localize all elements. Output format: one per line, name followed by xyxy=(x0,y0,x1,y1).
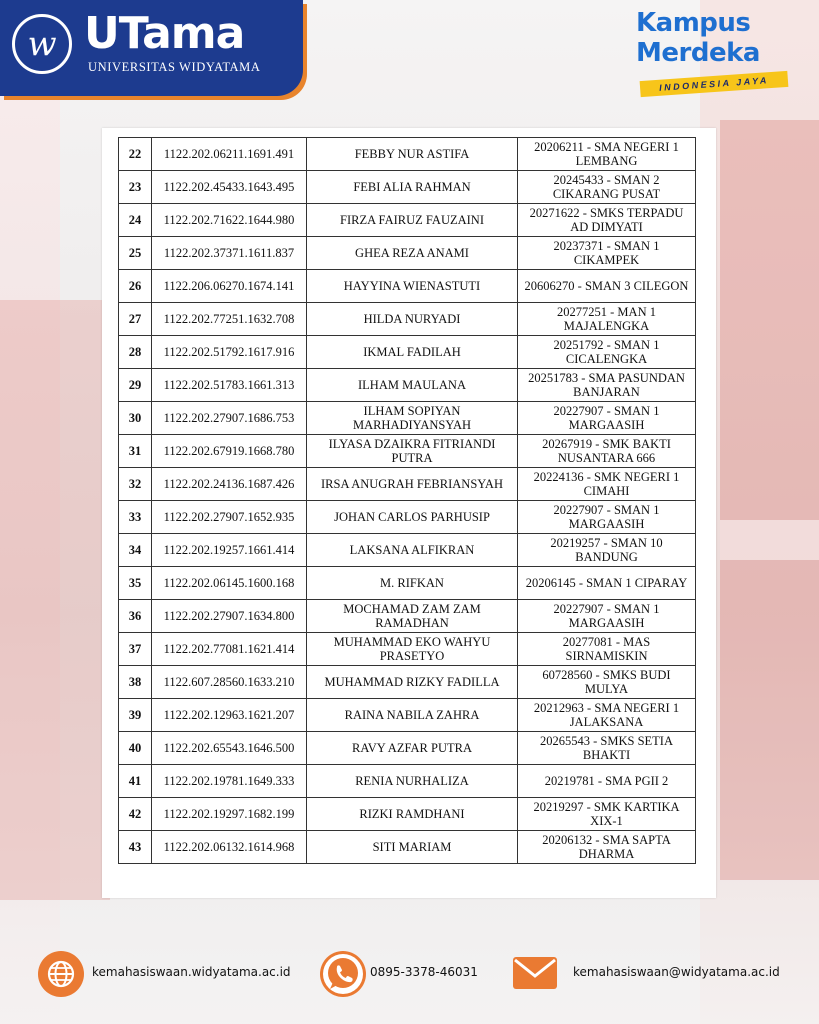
student-name: FEBBY NUR ASTIFA xyxy=(307,138,518,171)
student-id: 1122.202.19257.1661.414 xyxy=(152,534,307,567)
table-row xyxy=(119,831,696,864)
table-row xyxy=(119,699,696,732)
student-id: 1122.202.24136.1687.426 xyxy=(152,468,307,501)
school-name: 20227907 - SMAN 1 MARGAASIH xyxy=(518,501,696,534)
table-row xyxy=(119,435,696,468)
student-name: FEBI ALIA RAHMAN xyxy=(307,171,518,204)
row-number: 38 xyxy=(119,666,152,699)
table-row xyxy=(119,303,696,336)
student-id: 1122.202.45433.1643.495 xyxy=(152,171,307,204)
row-number: 23 xyxy=(119,171,152,204)
student-id: 1122.202.27907.1686.753 xyxy=(152,402,307,435)
student-id: 1122.202.51792.1617.916 xyxy=(152,336,307,369)
school-name: 20219781 - SMA PGII 2 xyxy=(518,765,696,798)
school-name: 20206132 - SMA SAPTA DHARMA xyxy=(518,831,696,864)
student-name: IRSA ANUGRAH FEBRIANSYAH xyxy=(307,468,518,501)
student-id: 1122.202.06145.1600.168 xyxy=(152,567,307,600)
table-row xyxy=(119,468,696,501)
widyatama-emblem-icon: w xyxy=(12,14,72,74)
table-row xyxy=(119,138,696,171)
row-number: 27 xyxy=(119,303,152,336)
row-number: 35 xyxy=(119,567,152,600)
table-row xyxy=(119,270,696,303)
student-id: 1122.202.19297.1682.199 xyxy=(152,798,307,831)
background-wall xyxy=(0,300,110,900)
row-number: 28 xyxy=(119,336,152,369)
student-name: FIRZA FAIRUZ FAUZAINI xyxy=(307,204,518,237)
student-name: MUHAMMAD RIZKY FADILLA xyxy=(307,666,518,699)
student-id: 1122.202.27907.1634.800 xyxy=(152,600,307,633)
student-table xyxy=(118,137,696,864)
student-id: 1122.202.71622.1644.980 xyxy=(152,204,307,237)
table-row xyxy=(119,567,696,600)
school-name: 20265543 - SMKS SETIA BHAKTI xyxy=(518,732,696,765)
row-number: 31 xyxy=(119,435,152,468)
school-name: 20606270 - SMAN 3 CILEGON xyxy=(518,270,696,303)
table-row xyxy=(119,501,696,534)
school-name: 20219257 - SMAN 10 BANDUNG xyxy=(518,534,696,567)
table-row xyxy=(119,237,696,270)
table-row xyxy=(119,798,696,831)
table-row xyxy=(119,666,696,699)
student-name: M. RIFKAN xyxy=(307,567,518,600)
document-page xyxy=(102,128,716,898)
row-number: 33 xyxy=(119,501,152,534)
row-number: 25 xyxy=(119,237,152,270)
student-name: MOCHAMAD ZAM ZAM RAMADHAN xyxy=(307,600,518,633)
school-name: 20251792 - SMAN 1 CICALENGKA xyxy=(518,336,696,369)
table-row xyxy=(119,369,696,402)
school-name: 20206211 - SMA NEGERI 1 LEMBANG xyxy=(518,138,696,171)
school-name: 20206145 - SMAN 1 CIPARAY xyxy=(518,567,696,600)
table-row xyxy=(119,600,696,633)
school-name: 20271622 - SMKS TERPADU AD DIMYATI xyxy=(518,204,696,237)
student-id: 1122.202.27907.1652.935 xyxy=(152,501,307,534)
mail-icon xyxy=(513,957,557,989)
row-number: 39 xyxy=(119,699,152,732)
table-row xyxy=(119,336,696,369)
student-id: 1122.202.19781.1649.333 xyxy=(152,765,307,798)
row-number: 32 xyxy=(119,468,152,501)
student-id: 1122.202.77081.1621.414 xyxy=(152,633,307,666)
row-number: 29 xyxy=(119,369,152,402)
row-number: 30 xyxy=(119,402,152,435)
kampus-merdeka-line2: Merdeka xyxy=(636,38,760,68)
student-name: MUHAMMAD EKO WAHYU PRASETYO xyxy=(307,633,518,666)
phone-number[interactable]: 0895-3378-46031 xyxy=(370,965,478,979)
student-id: 1122.202.37371.1611.837 xyxy=(152,237,307,270)
school-name: 20237371 - SMAN 1 CIKAMPEK xyxy=(518,237,696,270)
student-id: 1122.202.12963.1621.207 xyxy=(152,699,307,732)
row-number: 34 xyxy=(119,534,152,567)
row-number: 40 xyxy=(119,732,152,765)
student-id: 1122.202.77251.1632.708 xyxy=(152,303,307,336)
table-row xyxy=(119,204,696,237)
table-row xyxy=(119,402,696,435)
school-name: 20212963 - SMA NEGERI 1 JALAKSANA xyxy=(518,699,696,732)
school-name: 20277081 - MAS SIRNAMISKIN xyxy=(518,633,696,666)
student-name: RIZKI RAMDHANI xyxy=(307,798,518,831)
row-number: 41 xyxy=(119,765,152,798)
background-wall xyxy=(720,120,819,880)
table-row xyxy=(119,534,696,567)
school-name: 20245433 - SMAN 2 CIKARANG PUSAT xyxy=(518,171,696,204)
student-name: GHEA REZA ANAMI xyxy=(307,237,518,270)
student-name: RENIA NURHALIZA xyxy=(307,765,518,798)
row-number: 43 xyxy=(119,831,152,864)
row-number: 22 xyxy=(119,138,152,171)
website-link[interactable]: kemahasiswaan.widyatama.ac.id xyxy=(92,965,291,979)
student-id: 1122.202.06211.1691.491 xyxy=(152,138,307,171)
student-name: RAVY AZFAR PUTRA xyxy=(307,732,518,765)
whatsapp-icon xyxy=(320,951,366,997)
school-name: 20277251 - MAN 1 MAJALENGKA xyxy=(518,303,696,336)
student-name: JOHAN CARLOS PARHUSIP xyxy=(307,501,518,534)
student-name: ILHAM MAULANA xyxy=(307,369,518,402)
row-number: 26 xyxy=(119,270,152,303)
table-row xyxy=(119,765,696,798)
student-id: 1122.206.06270.1674.141 xyxy=(152,270,307,303)
school-name: 20219297 - SMK KARTIKA XIX-1 xyxy=(518,798,696,831)
row-number: 37 xyxy=(119,633,152,666)
student-name: RAINA NABILA ZAHRA xyxy=(307,699,518,732)
globe-icon xyxy=(38,951,84,997)
student-name: HILDA NURYADI xyxy=(307,303,518,336)
table-row xyxy=(119,732,696,765)
email-link[interactable]: kemahasiswaan@widyatama.ac.id xyxy=(573,965,780,979)
student-name: SITI MARIAM xyxy=(307,831,518,864)
school-name: 20227907 - SMAN 1 MARGAASIH xyxy=(518,402,696,435)
kampus-merdeka-line1: Kampus xyxy=(636,8,751,38)
student-name: HAYYINA WIENASTUTI xyxy=(307,270,518,303)
student-id: 1122.607.28560.1633.210 xyxy=(152,666,307,699)
student-name: ILYASA DZAIKRA FITRIANDI PUTRA xyxy=(307,435,518,468)
school-name: 60728560 - SMKS BUDI MULYA xyxy=(518,666,696,699)
row-number: 24 xyxy=(119,204,152,237)
student-id: 1122.202.65543.1646.500 xyxy=(152,732,307,765)
student-id: 1122.202.51783.1661.313 xyxy=(152,369,307,402)
background-wall xyxy=(720,520,819,560)
school-name: 20267919 - SMK BAKTI NUSANTARA 666 xyxy=(518,435,696,468)
student-name: LAKSANA ALFIKRAN xyxy=(307,534,518,567)
student-id: 1122.202.06132.1614.968 xyxy=(152,831,307,864)
student-name: IKMAL FADILAH xyxy=(307,336,518,369)
widyatama-logo xyxy=(0,0,303,96)
table-row xyxy=(119,633,696,666)
row-number: 36 xyxy=(119,600,152,633)
logo-subtitle: UNIVERSITAS WIDYATAMA xyxy=(88,60,261,74)
school-name: 20251783 - SMA PASUNDAN BANJARAN xyxy=(518,369,696,402)
table-row xyxy=(119,171,696,204)
row-number: 42 xyxy=(119,798,152,831)
kampus-merdeka-band: INDONESIA JAYA xyxy=(640,71,789,97)
school-name: 20224136 - SMK NEGERI 1 CIMAHI xyxy=(518,468,696,501)
school-name: 20227907 - SMAN 1 MARGAASIH xyxy=(518,600,696,633)
logo-wordmark: UTama xyxy=(84,8,245,59)
student-name: ILHAM SOPIYAN MARHADIYANSYAH xyxy=(307,402,518,435)
student-id: 1122.202.67919.1668.780 xyxy=(152,435,307,468)
